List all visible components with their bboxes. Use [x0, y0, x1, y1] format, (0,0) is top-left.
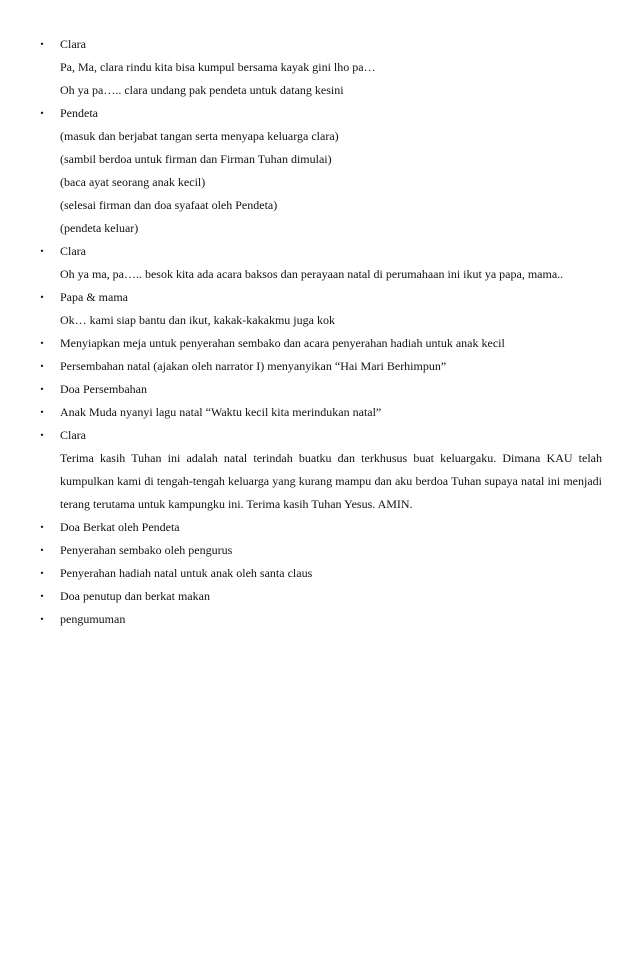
item-heading: Menyiapkan meja untuk penyerahan sembako dan acara penyerahan hadiah untuk anak kecil: [60, 336, 505, 350]
bullet-icon: •: [39, 431, 45, 440]
list-item: [0, 562, 638, 585]
bullet-icon: •: [39, 362, 45, 371]
list-item: [0, 378, 638, 401]
item-line: (selesai firman dan doa syafaat oleh Pendeta): [60, 198, 278, 212]
item-heading: Papa & mama: [60, 290, 128, 304]
item-heading: Clara: [60, 428, 86, 442]
bullet-icon: •: [39, 569, 45, 578]
bullet-icon: •: [39, 523, 45, 532]
bullet-icon: •: [39, 109, 45, 118]
item-heading: Doa Persembahan: [60, 382, 147, 396]
list-item: [0, 608, 638, 631]
item-heading: Doa penutup dan berkat makan: [60, 589, 210, 603]
list-item: [0, 516, 638, 539]
item-heading: Pendeta: [60, 106, 98, 120]
item-line: Oh ya ma, pa….. besok kita ada acara baksos dan perayaan natal di perumahaan ini ikut ya papa, mama..: [60, 267, 564, 281]
item-paragraph: Terima kasih Tuhan ini adalah natal terindah buatku dan terkhusus buat keluargaku. Dimana KAU telah kumpulkan kami di tengah-tengah keluarga yang kurang mampu dan aku berdoa Tuhan supaya natal ini menjadi terang terutama untuk kampungku ini. Terima kasih Tuhan Yesus. AMIN.: [60, 451, 602, 511]
bullet-icon: •: [39, 546, 45, 555]
item-line: (sambil berdoa untuk firman dan Firman Tuhan dimulai): [60, 152, 332, 166]
item-line: (baca ayat seorang anak kecil): [60, 175, 206, 189]
bullet-icon: •: [39, 339, 45, 348]
list-item: [0, 286, 638, 332]
bullet-icon: •: [39, 293, 45, 302]
list-item: [0, 332, 638, 355]
item-line: Ok… kami siap bantu dan ikut, kakak-kakakmu juga kok: [60, 313, 335, 327]
list-item: [0, 355, 638, 378]
bullet-icon: •: [39, 385, 45, 394]
list-item: [0, 539, 638, 562]
item-heading: Clara: [60, 37, 86, 51]
script-bullet-list: [0, 33, 638, 631]
item-line: Pa, Ma, clara rindu kita bisa kumpul bersama kayak gini lho pa…: [60, 60, 376, 74]
list-item: [0, 401, 638, 424]
item-heading: Clara: [60, 244, 86, 258]
item-heading: Doa Berkat oleh Pendeta: [60, 520, 180, 534]
list-item: [0, 240, 638, 286]
item-heading: Penyerahan sembako oleh pengurus: [60, 543, 233, 557]
item-heading: Penyerahan hadiah natal untuk anak oleh santa claus: [60, 566, 313, 580]
item-line: (masuk dan berjabat tangan serta menyapa keluarga clara): [60, 129, 339, 143]
bullet-icon: •: [39, 408, 45, 417]
bullet-icon: •: [39, 40, 45, 49]
list-item: [0, 424, 638, 516]
item-line: Oh ya pa….. clara undang pak pendeta untuk datang kesini: [60, 83, 344, 97]
item-heading: pengumuman: [60, 612, 126, 626]
bullet-icon: •: [39, 592, 45, 601]
bullet-icon: •: [39, 615, 45, 624]
list-item: [0, 102, 638, 240]
item-heading: Anak Muda nyanyi lagu natal “Waktu kecil kita merindukan natal”: [60, 405, 382, 419]
item-heading: Persembahan natal (ajakan oleh narrator I) menyanyikan “Hai Mari Berhimpun”: [60, 359, 447, 373]
item-line: (pendeta keluar): [60, 221, 139, 235]
bullet-icon: •: [39, 247, 45, 256]
list-item: [0, 585, 638, 608]
list-item: [0, 33, 638, 102]
